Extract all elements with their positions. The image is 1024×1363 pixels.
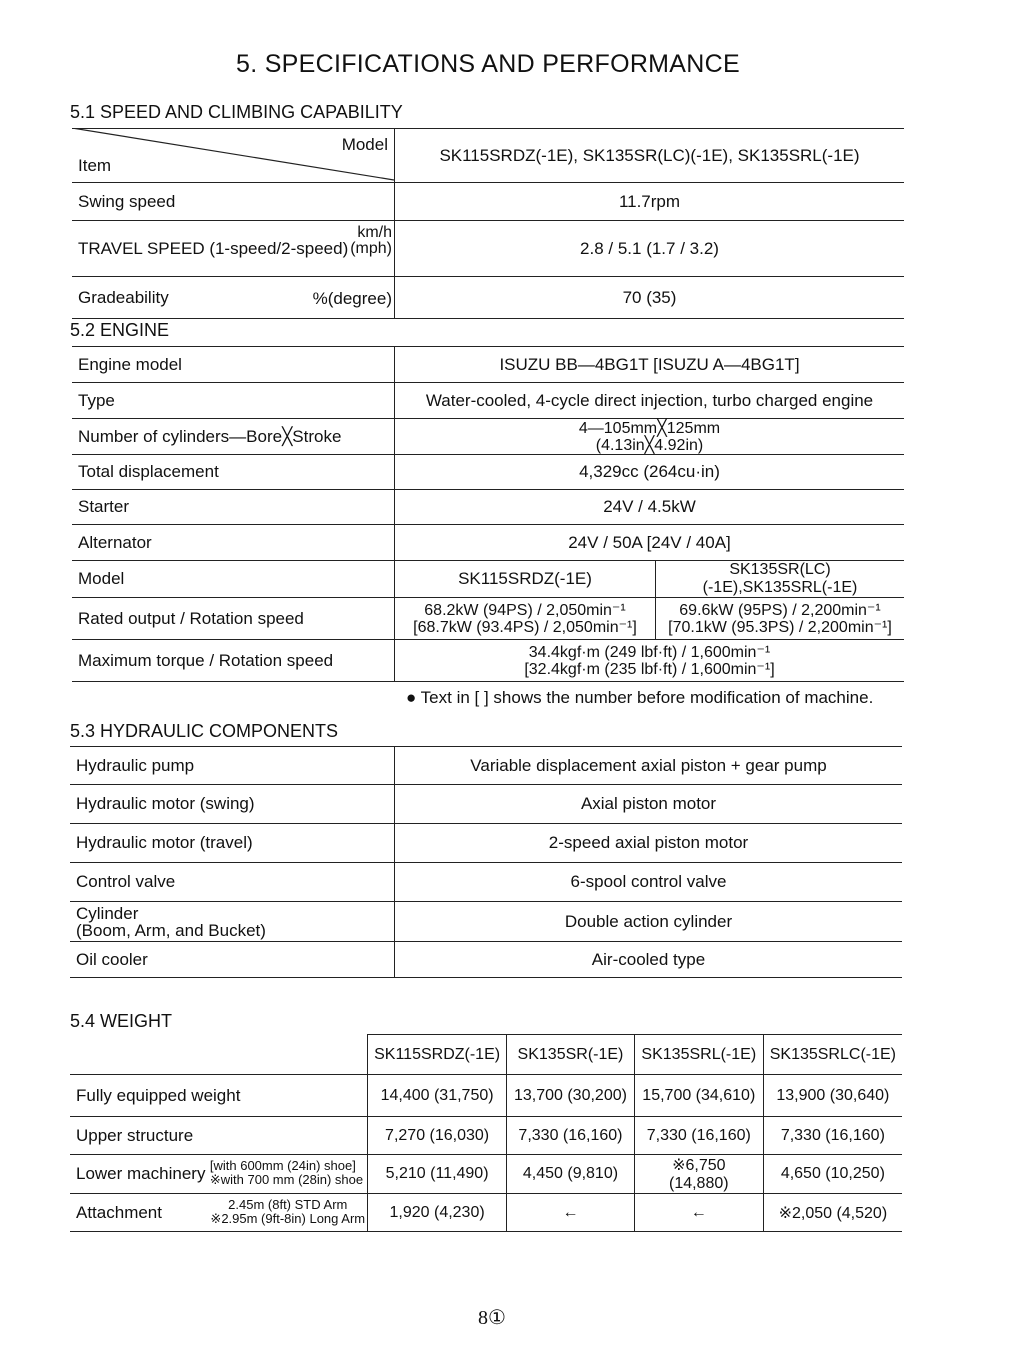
weight-header-row bbox=[70, 1035, 902, 1075]
row-value: Variable displacement axial piston + gear pump bbox=[395, 747, 903, 785]
header-cell bbox=[72, 129, 395, 183]
row-value-line: [68.7kW (93.4PS) / 2,050min⁻¹] bbox=[413, 618, 637, 636]
row-value: 14,400 (31,750) bbox=[368, 1075, 507, 1117]
row-value: 2.8 / 5.1 (1.7 / 3.2) bbox=[395, 221, 905, 277]
row-note-line: ※with 700 mm (28in) shoe bbox=[209, 1172, 364, 1187]
table-row bbox=[70, 942, 902, 978]
page-title: 5. SPECIFICATIONS AND PERFORMANCE bbox=[236, 50, 740, 78]
table-row bbox=[72, 419, 904, 455]
row-name: Hydraulic motor (swing) bbox=[76, 794, 255, 813]
table-row bbox=[72, 383, 904, 419]
table-row bbox=[72, 183, 904, 221]
row-value bbox=[395, 598, 656, 640]
table-row bbox=[70, 863, 902, 902]
row-name: Hydraulic pump bbox=[76, 755, 195, 775]
engine-table bbox=[72, 346, 904, 682]
row-value: SK135SR(LC)(-1E),SK135SRL(-1E) bbox=[656, 561, 905, 598]
row-value bbox=[395, 419, 905, 455]
table-row bbox=[70, 785, 902, 824]
table-row bbox=[70, 824, 902, 863]
row-name: Model bbox=[78, 569, 125, 588]
page-number: 8① bbox=[478, 1307, 506, 1329]
weight-table bbox=[70, 1034, 902, 1232]
row-value: 7,330 (16,160) bbox=[763, 1117, 902, 1155]
model-label: Model bbox=[341, 135, 388, 154]
row-value-line: [70.1kW (95.3PS) / 2,200min⁻¹] bbox=[668, 618, 892, 636]
column-header: SK135SRL(-1E) bbox=[634, 1035, 763, 1075]
row-value: SK115SRDZ(-1E) bbox=[395, 561, 656, 598]
row-note-line: [with 600mm (24in) shoe] bbox=[209, 1158, 356, 1173]
row-name: TRAVEL SPEED (1-speed/2-speed) bbox=[78, 238, 349, 258]
row-name: Maximum torque / Rotation speed bbox=[78, 650, 334, 670]
row-note bbox=[210, 1198, 365, 1226]
row-value: ISUZU BB—4BG1T [ISUZU A—4BG1T] bbox=[395, 347, 905, 383]
row-name: Hydraulic motor (travel) bbox=[76, 833, 253, 852]
table-row bbox=[70, 902, 902, 942]
table-row bbox=[72, 598, 904, 640]
row-value: 24V / 4.5kW bbox=[395, 490, 905, 525]
item-label: Item bbox=[78, 156, 112, 175]
table-row bbox=[72, 221, 904, 277]
row-value: ※2,050 (4,520) bbox=[763, 1194, 902, 1232]
section-heading-engine: 5.2 ENGINE bbox=[70, 320, 170, 340]
row-value-line: [32.4kgf·m (235 lbf·ft) / 1,600min⁻¹] bbox=[524, 660, 775, 678]
row-value: 15,700 (34,610) bbox=[634, 1075, 763, 1117]
row-value: ← bbox=[507, 1194, 635, 1232]
row-name: Total displacement bbox=[78, 462, 219, 481]
row-name: Attachment bbox=[76, 1202, 162, 1222]
speed-table bbox=[72, 128, 904, 319]
row-value: 1,920 (4,230) bbox=[368, 1194, 507, 1232]
row-unit: km/h (mph) bbox=[350, 224, 392, 257]
row-value: 7,270 (16,030) bbox=[368, 1117, 507, 1155]
row-value: 4,650 (10,250) bbox=[763, 1155, 902, 1194]
row-name: Engine model bbox=[78, 354, 182, 374]
table-row bbox=[70, 1075, 902, 1117]
row-name: Number of cylinders—Bore╳Stroke bbox=[78, 426, 342, 446]
table-row bbox=[72, 347, 904, 383]
models-header: SK115SRDZ(-1E), SK135SR(LC)(-1E), SK135SRL(-1E) bbox=[395, 129, 905, 183]
row-value-line: (4.13in╳4.92in) bbox=[595, 436, 704, 454]
hydraulic-table bbox=[70, 746, 902, 978]
row-value: 4,329cc (264cu·in) bbox=[395, 455, 905, 490]
row-unit: %(degree) bbox=[312, 289, 392, 308]
row-value-line: 69.6kW (95PS) / 2,200min⁻¹ bbox=[679, 601, 881, 619]
row-value: 70 (35) bbox=[395, 277, 905, 319]
table-row bbox=[70, 1117, 902, 1155]
row-name: Oil cooler bbox=[76, 949, 148, 969]
row-value: Air-cooled type bbox=[395, 942, 903, 978]
column-header: SK135SRLC(-1E) bbox=[763, 1035, 902, 1075]
table-row bbox=[72, 455, 904, 490]
row-value: 7,330 (16,160) bbox=[634, 1117, 763, 1155]
modification-note: ● Text in [ ] shows the number before modification of machine. bbox=[406, 688, 874, 707]
table-row bbox=[72, 277, 904, 319]
row-name: Upper structure bbox=[76, 1125, 194, 1145]
row-name bbox=[70, 902, 395, 942]
row-value-line: 4—105mm╳125mm bbox=[578, 419, 721, 437]
section-heading-speed: 5.1 SPEED AND CLIMBING CAPABILITY bbox=[70, 102, 403, 122]
row-value: 7,330 (16,160) bbox=[507, 1117, 635, 1155]
row-value: 24V / 50A [24V / 40A] bbox=[395, 525, 905, 561]
row-name: Starter bbox=[78, 497, 130, 516]
row-name: Type bbox=[78, 390, 115, 410]
table-row bbox=[72, 640, 904, 682]
row-value-line: 34.4kgf·m (249 lbf·ft) / 1,600min⁻¹ bbox=[528, 643, 771, 661]
row-value: 13,900 (30,640) bbox=[763, 1075, 902, 1117]
row-value: 5,210 (11,490) bbox=[368, 1155, 507, 1194]
row-name: Gradeability bbox=[78, 287, 169, 307]
row-value: 13,700 (30,200) bbox=[507, 1075, 635, 1117]
row-note-line: 2.45m (8ft) STD Arm bbox=[228, 1197, 348, 1212]
table-row bbox=[72, 490, 904, 525]
row-name: Fully equipped weight bbox=[76, 1085, 241, 1105]
section-heading-weight: 5.4 WEIGHT bbox=[70, 1011, 173, 1031]
row-note-line: ※2.95m (9ft-8in) Long Arm bbox=[210, 1211, 366, 1226]
row-value: 4,450 (9,810) bbox=[507, 1155, 635, 1194]
row-name: Lower machinery bbox=[76, 1164, 206, 1183]
column-header: SK135SR(-1E) bbox=[507, 1035, 635, 1075]
table-row bbox=[72, 561, 904, 598]
row-value: 11.7rpm bbox=[395, 183, 905, 221]
table-row bbox=[70, 1194, 902, 1232]
row-value: Double action cylinder bbox=[395, 902, 903, 942]
row-name-line: Cylinder bbox=[76, 903, 139, 923]
row-name: Alternator bbox=[78, 532, 152, 552]
table-row bbox=[70, 747, 902, 785]
table-row bbox=[72, 525, 904, 561]
row-name: Control valve bbox=[76, 872, 176, 891]
row-value: ※6,750 (14,880) bbox=[634, 1155, 763, 1194]
row-value bbox=[656, 598, 905, 640]
table-row bbox=[70, 1155, 902, 1194]
row-value: 2-speed axial piston motor bbox=[395, 824, 903, 863]
row-value-line: 68.2kW (94PS) / 2,050min⁻¹ bbox=[424, 601, 626, 619]
row-value: ← bbox=[634, 1194, 763, 1232]
row-note bbox=[210, 1159, 363, 1187]
row-name-line: (Boom, Arm, and Bucket) bbox=[76, 920, 266, 940]
row-name: Swing speed bbox=[78, 191, 176, 211]
row-value: 6-spool control valve bbox=[395, 863, 903, 902]
row-name: Rated output / Rotation speed bbox=[78, 608, 304, 628]
column-header: SK115SRDZ(-1E) bbox=[368, 1035, 507, 1075]
row-value bbox=[395, 640, 905, 682]
row-value: Water-cooled, 4-cycle direct injection, turbo charged engine bbox=[395, 383, 905, 419]
section-heading-hydraulic: 5.3 HYDRAULIC COMPONENTS bbox=[70, 721, 339, 741]
row-value: Axial piston motor bbox=[395, 785, 903, 824]
